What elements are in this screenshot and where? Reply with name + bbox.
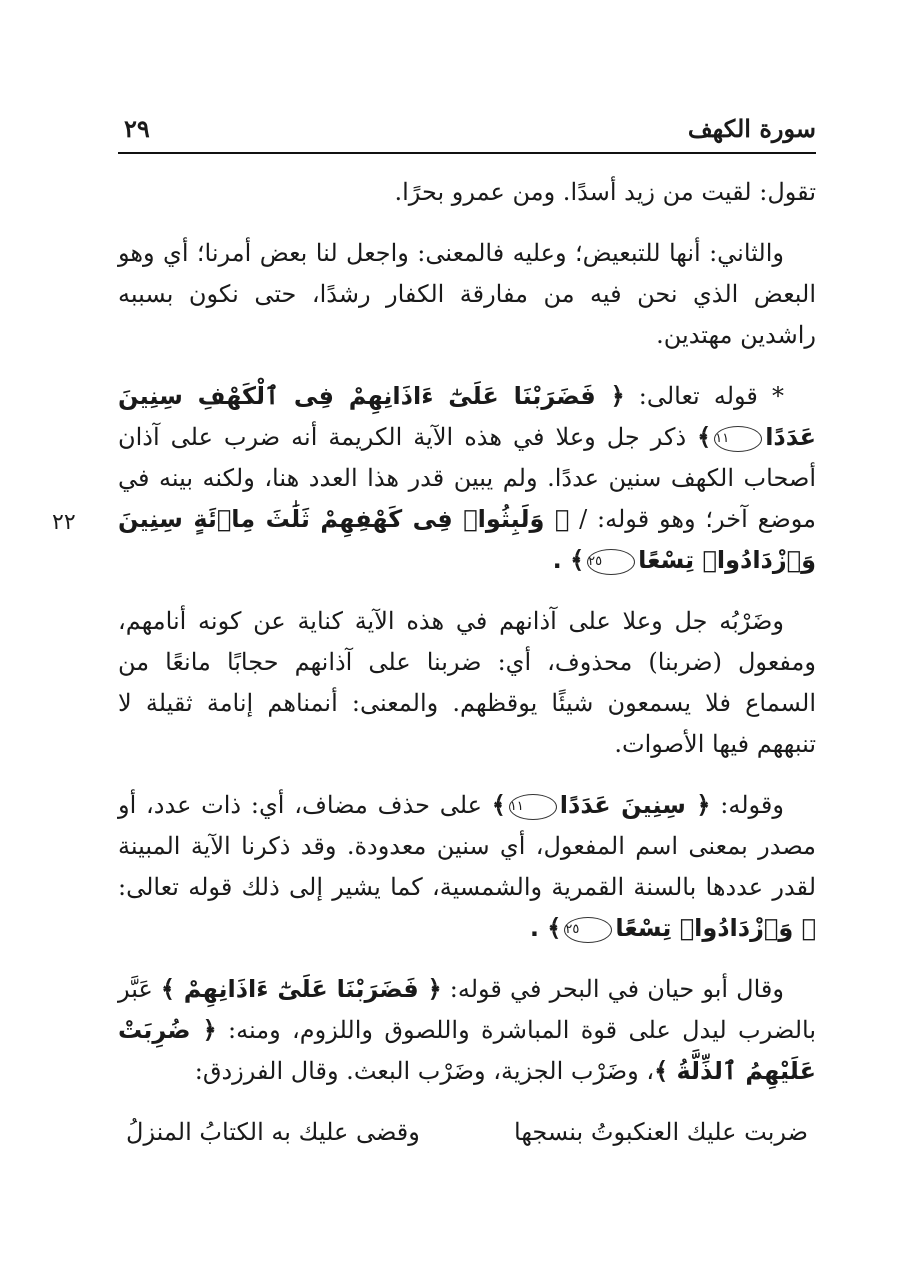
verse-second-hemistich: وقضى عليك به الكتابُ المنزلُ xyxy=(126,1118,420,1146)
paragraph-text: على حذف مضاف، أي: ذات عدد، أو مصدر بمعنى اسم المفعول، أي سنين معدودة. وقد ذكرنا الآية المبينة لقدر عددها بالسنة القمرية والشمسية، كما يشير إلى ذلك قوله تعالى: xyxy=(118,791,816,901)
paragraph-1 xyxy=(118,172,816,213)
verse-first-hemistich: ضربت عليك العنكبوتُ بنسجها xyxy=(514,1118,808,1146)
paragraph-5 xyxy=(118,785,816,949)
paragraph-text: ذكر جل وعلا في هذه الآية الكريمة أنه ضرب على آذان أصحاب الكهف سنين عددًا. ولم يبين قدر هذا العدد هنا، ولكنه بينه في موضع آخر؛ وهو قوله: / xyxy=(118,423,816,533)
paragraph-text: تقول: لقيت من زيد أسدًا. ومن عمرو بحرًا. xyxy=(394,178,816,206)
quran-quote: ﴿ وَٱزْدَادُوا۟ تِسْعًا xyxy=(615,914,816,942)
quran-quote: ﴿ ضُرِبَتْ عَلَيْهِمُ ٱلذِّلَّةُ ﴾ xyxy=(118,1016,816,1085)
paragraph-6 xyxy=(118,969,816,1092)
body-text xyxy=(118,172,816,1153)
paragraph-2 xyxy=(118,233,816,356)
paragraph-text: وضَرْبُه جل وعلا على آذانهم في هذه الآية كناية عن كونه أنامهم، ومفعول (ضربنا) محذوف، أي: ضربنا على آذانهم حجابًا مانعًا من السماع فلا يسمعون شيئًا يوقظهم. والمعنى: أنمناهم إنامة ثقيلة لا تنبههم فيها الأصوات. xyxy=(118,607,816,758)
paragraph-text: * قوله تعالى: xyxy=(638,382,785,410)
quran-quote: ﴿ فَضَرَبْنَا عَلَىٰٓ ءَاذَانِهِمْ فِى ٱلْكَهْفِ سِنِينَ عَدَدًا xyxy=(118,382,816,451)
verse-number-marker: ٢٥ xyxy=(564,917,612,943)
quran-bracket: ﴾ . xyxy=(529,914,562,942)
page-header xyxy=(118,108,816,154)
quran-quote: ﴿ فَضَرَبْنَا عَلَىٰٓ ءَاذَانِهِمْ ﴾ xyxy=(160,975,442,1003)
paragraph-text: عَبَّر بالضرب ليدل على قوة المباشرة واللصوق واللزوم، ومنه: xyxy=(118,975,817,1044)
paragraph-text: والثاني: أنها للتبعيض؛ وعليه فالمعنى: واجعل لنا بعض أمرنا؛ أي وهو البعض الذي نحن فيه من مفارقة الكفار رشدًا، حتى نكون بسببه راشدين مهتدين. xyxy=(118,239,816,349)
verse-number-marker: ١١ xyxy=(509,794,557,820)
poetry-verse xyxy=(118,1112,816,1153)
paragraph-3 xyxy=(118,376,816,581)
margin-reference: ٢٢ xyxy=(52,510,76,535)
quran-bracket: ﴾ . xyxy=(552,546,585,574)
quran-bracket: ﴾ xyxy=(697,423,712,451)
verse-number-marker: ١١ xyxy=(714,426,762,452)
surah-title: سورة الكهف xyxy=(687,114,816,143)
page-number: ٢٩ xyxy=(124,114,150,143)
quran-bracket: ﴾ xyxy=(491,791,506,819)
paragraph-text: وقوله: xyxy=(720,791,784,819)
paragraph-text: وقال أبو حيان في البحر في قوله: xyxy=(449,975,784,1003)
paragraph-text: ، وضَرْب الجزية، وضَرْب البعث. وقال الفرزدق: xyxy=(194,1057,655,1085)
paragraph-4 xyxy=(118,601,816,765)
quran-quote: ﴿ سِنِينَ عَدَدًا xyxy=(559,791,711,819)
verse-number-marker: ٢٥ xyxy=(587,549,635,575)
quran-quote: ﴿ وَلَبِثُوا۟ فِى كَهْفِهِمْ ثَلَٰثَ مِا۟ئَةٍ سِنِينَ وَٱزْدَادُوا۟ تِسْعًا xyxy=(118,505,816,574)
